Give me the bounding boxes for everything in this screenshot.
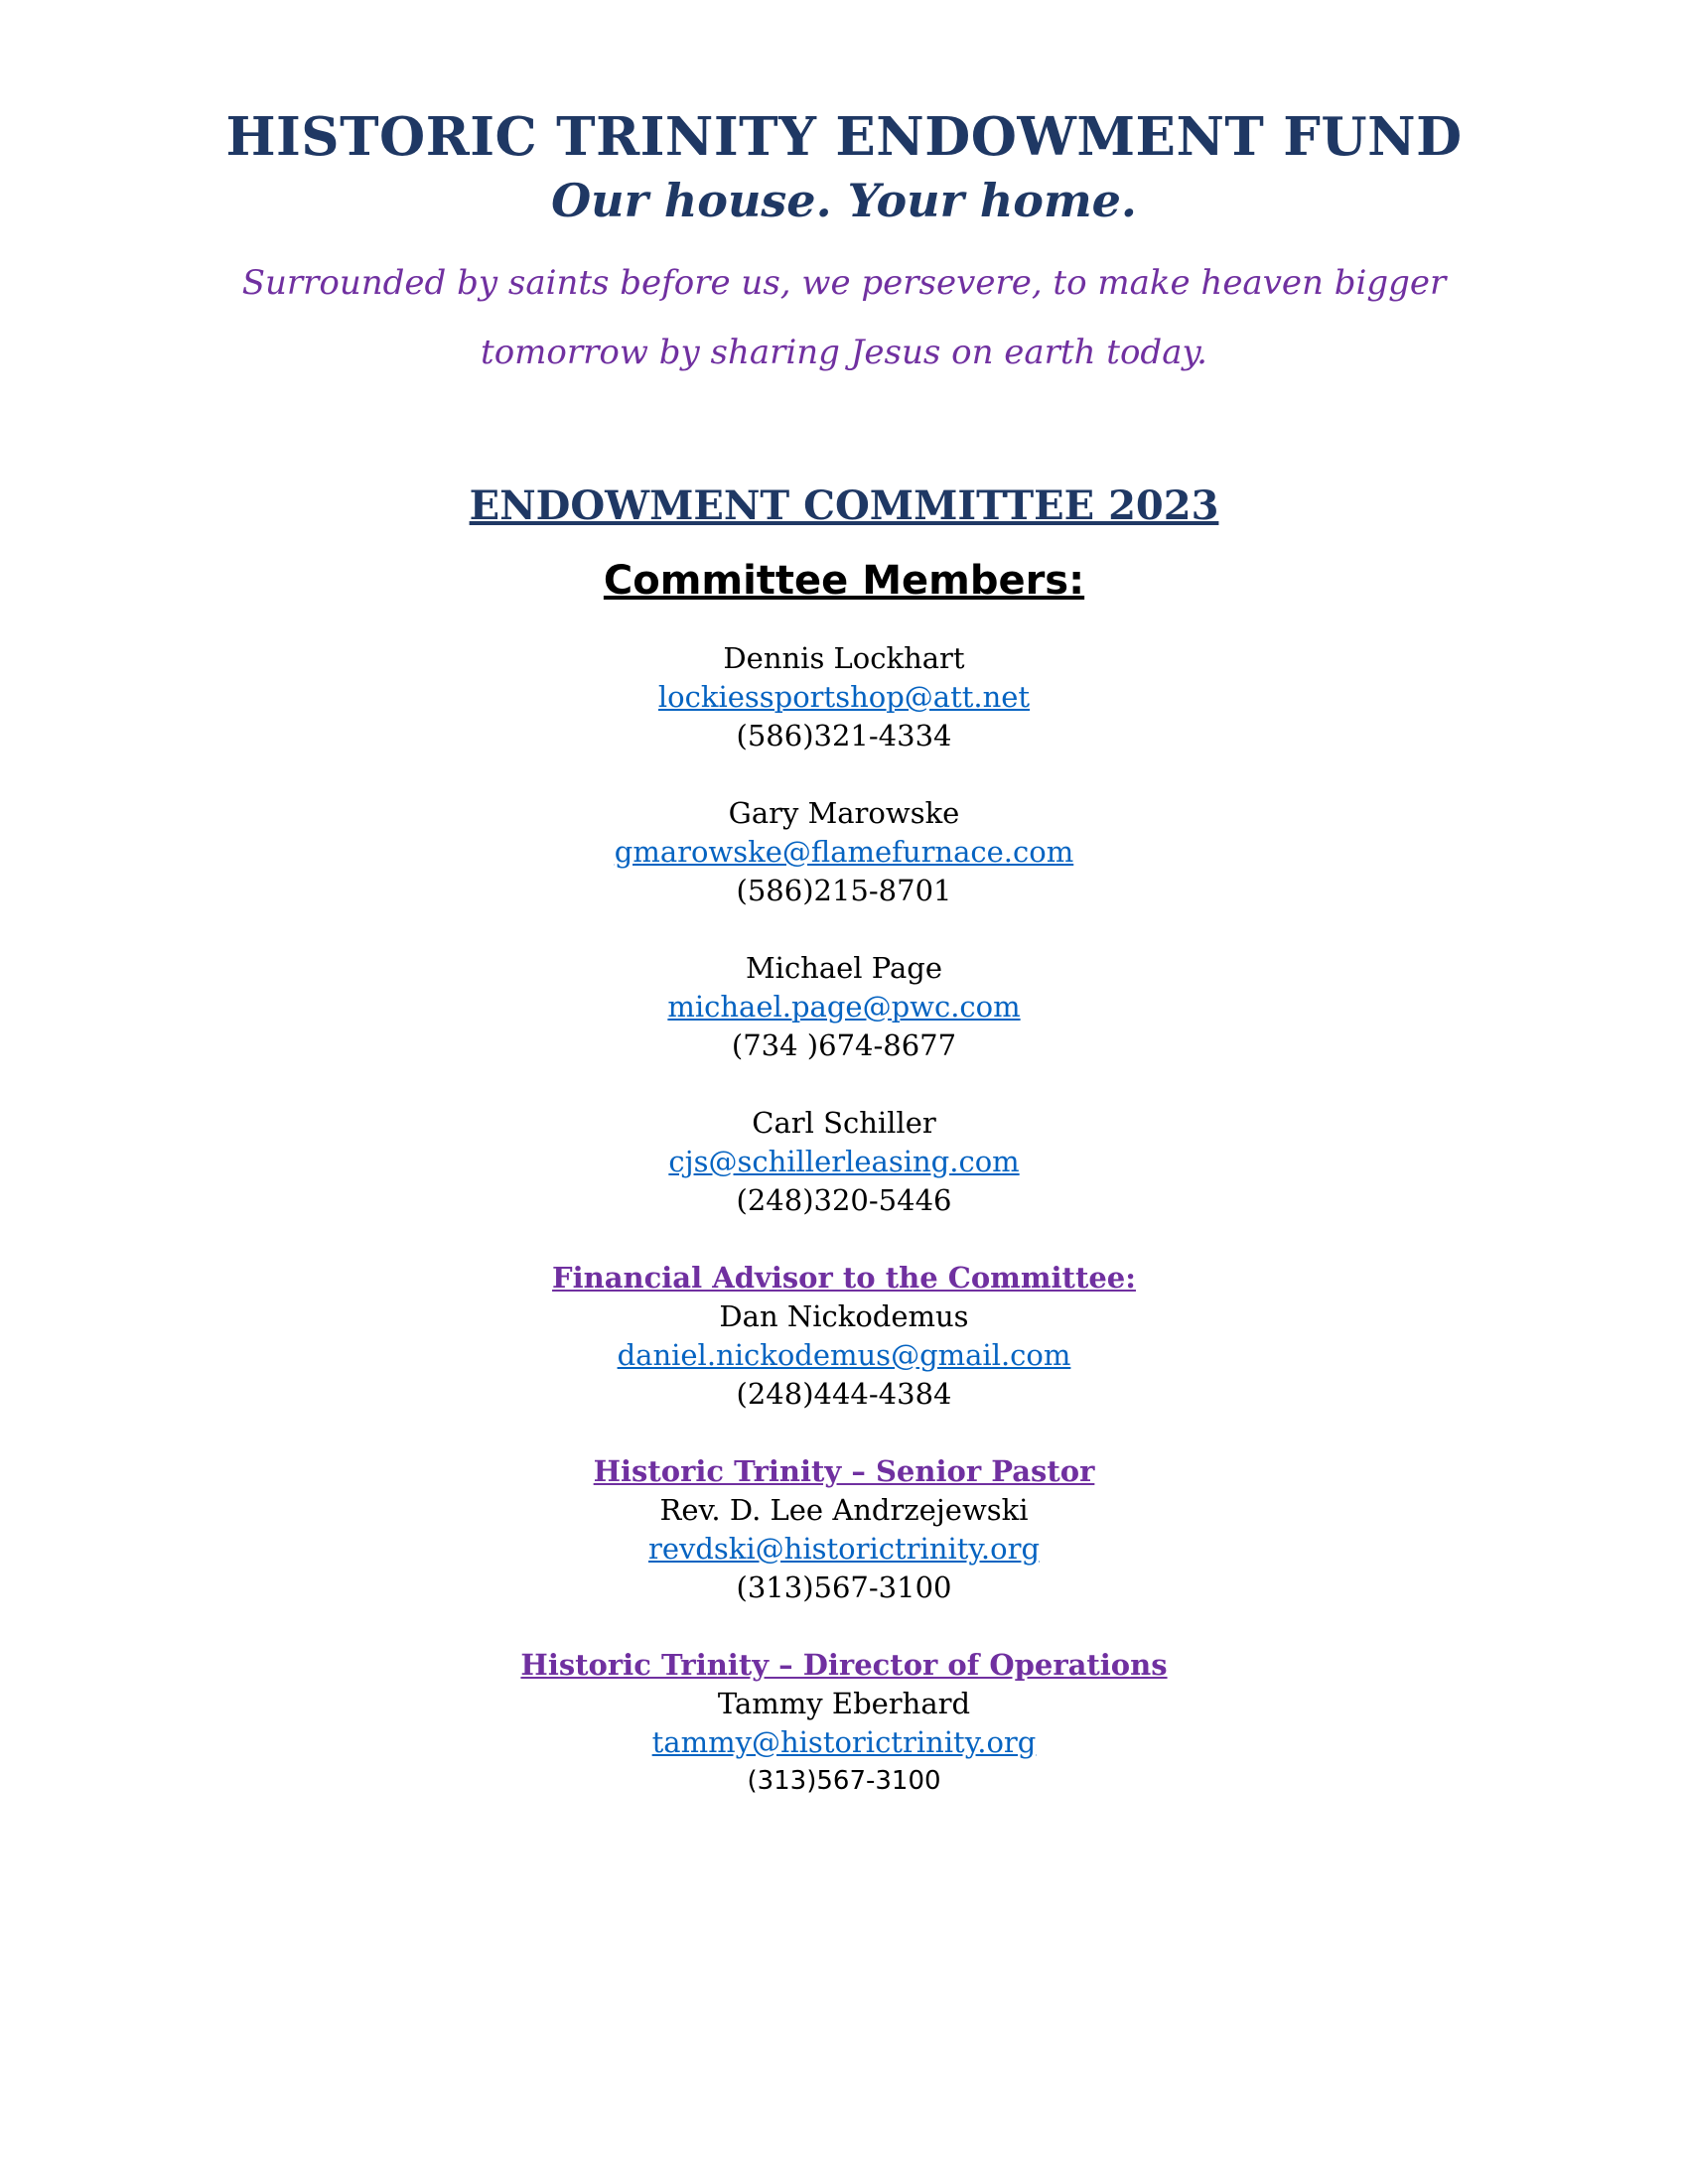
member-entry — [0, 949, 1688, 1065]
pastor-phone: (313)567-3100 — [736, 1570, 952, 1604]
operations-email-link[interactable]: tammy@historictrinity.org — [651, 1725, 1037, 1759]
pastor-email-link[interactable]: revdski@historictrinity.org — [647, 1532, 1041, 1566]
member-entry — [0, 794, 1688, 910]
member-phone: (734 )674-8677 — [731, 1028, 957, 1062]
advisor-name: Dan Nickodemus — [719, 1299, 969, 1333]
member-entry — [0, 639, 1688, 755]
member-name: Dennis Lockhart — [723, 641, 965, 675]
mission-line-2: tomorrow by sharing Jesus on earth today. — [481, 333, 1207, 372]
operations-phone: (313)567-3100 — [747, 1766, 941, 1796]
committee-heading: ENDOWMENT COMMITTEE 2023 — [469, 482, 1219, 529]
members-heading: Committee Members: — [603, 558, 1085, 604]
advisor-email-link[interactable]: daniel.nickodemus@gmail.com — [617, 1338, 1071, 1372]
pastor-name: Rev. D. Lee Andrzejewski — [659, 1493, 1029, 1527]
advisor-phone: (248)444-4384 — [736, 1377, 952, 1411]
mission-statement — [0, 248, 1688, 387]
member-name: Gary Marowske — [728, 796, 960, 830]
member-phone: (586)321-4334 — [736, 719, 952, 752]
member-email-link[interactable]: michael.page@pwc.com — [667, 990, 1021, 1024]
people-list — [0, 639, 1688, 1801]
member-email-link[interactable]: lockiessportshop@att.net — [657, 680, 1031, 714]
member-entry — [0, 1104, 1688, 1220]
operations-role-heading: Historic Trinity – Director of Operations — [520, 1648, 1168, 1682]
operations-entry — [0, 1646, 1688, 1801]
pastor-role-heading: Historic Trinity – Senior Pastor — [593, 1454, 1095, 1488]
page-title: HISTORIC TRINITY ENDOWMENT FUND — [225, 106, 1463, 168]
member-phone: (586)215-8701 — [736, 874, 952, 907]
advisor-role-heading: Financial Advisor to the Committee: — [552, 1261, 1136, 1295]
member-phone: (248)320-5446 — [736, 1183, 952, 1217]
member-name: Carl Schiller — [752, 1106, 936, 1140]
member-email-link[interactable]: gmarowske@flamefurnace.com — [614, 835, 1074, 869]
operations-name: Tammy Eberhard — [717, 1687, 971, 1720]
member-email-link[interactable]: cjs@schillerleasing.com — [668, 1145, 1020, 1178]
pastor-entry — [0, 1452, 1688, 1607]
advisor-entry — [0, 1259, 1688, 1414]
mission-line-1: Surrounded by saints before us, we persevere, to make heaven bigger — [241, 263, 1447, 303]
member-name: Michael Page — [745, 951, 943, 985]
motto: Our house. Your home. — [551, 174, 1137, 227]
